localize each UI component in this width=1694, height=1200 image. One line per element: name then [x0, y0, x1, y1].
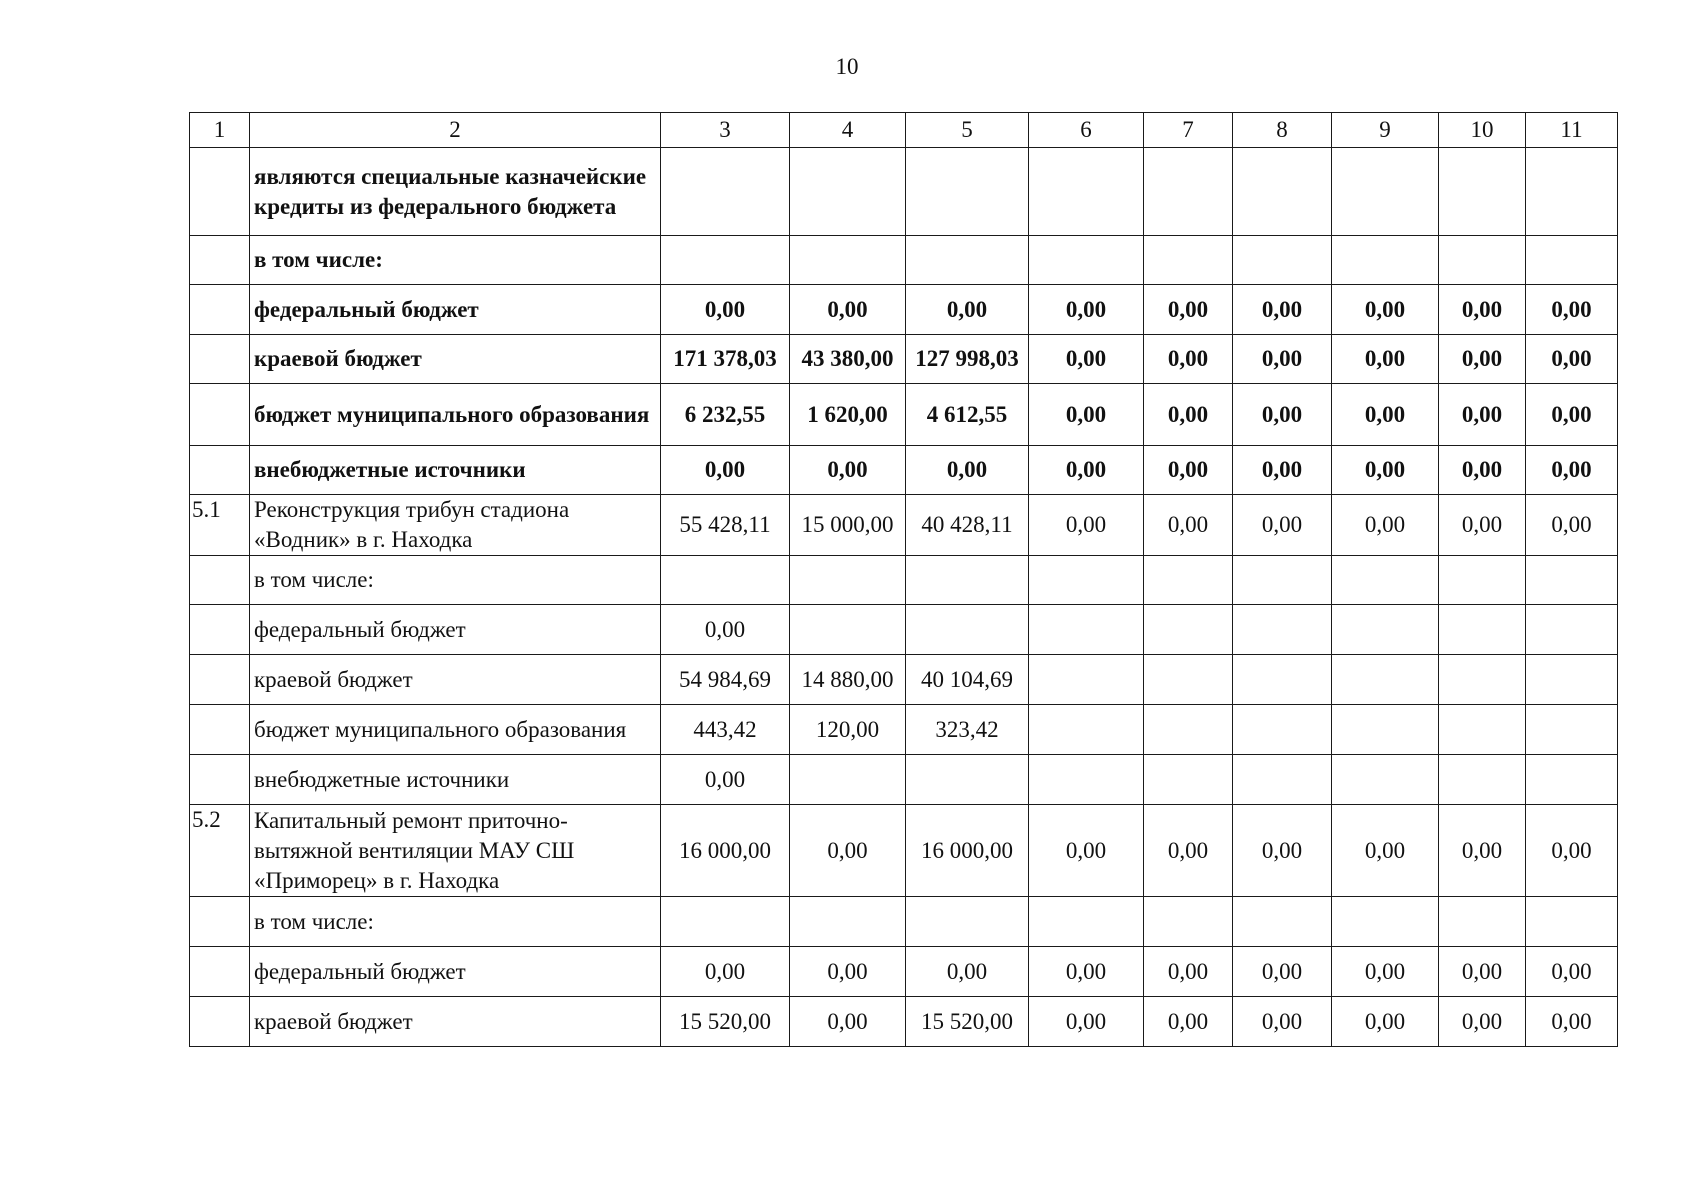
- value-cell-col-3: 54 984,69: [661, 655, 790, 705]
- value-cell-col-7: 0,00: [1144, 947, 1233, 997]
- row-index-cell: [190, 384, 250, 446]
- value-cell-col-8: 0,00: [1233, 805, 1332, 897]
- row-label-cell: являются специальные казначейские кредиты из федерального бюджета: [250, 148, 661, 236]
- value-cell-col-6: [1029, 236, 1144, 285]
- header-cell: 7: [1144, 113, 1233, 148]
- value-cell-col-10: 0,00: [1439, 805, 1526, 897]
- value-cell-col-4: [790, 556, 906, 605]
- value-cell-col-9: [1332, 556, 1439, 605]
- value-cell-col-10: [1439, 556, 1526, 605]
- value-cell-col-3: 171 378,03: [661, 335, 790, 384]
- table-row: [190, 755, 1618, 805]
- row-index-cell: [190, 947, 250, 997]
- row-index-cell: [190, 897, 250, 947]
- value-cell-col-8: 0,00: [1233, 495, 1332, 556]
- value-cell-col-10: [1439, 705, 1526, 755]
- row-index-cell: [190, 556, 250, 605]
- page-number: 10: [835, 54, 859, 79]
- value-cell-col-6: [1029, 556, 1144, 605]
- header-cell: 6: [1029, 113, 1144, 148]
- value-cell-col-3: 0,00: [661, 605, 790, 655]
- value-cell-col-8: [1233, 755, 1332, 805]
- table-row: [190, 556, 1618, 605]
- value-cell-col-4: [790, 605, 906, 655]
- header-row: [190, 113, 1618, 148]
- value-cell-col-9: [1332, 755, 1439, 805]
- value-cell-col-4: 1 620,00: [790, 384, 906, 446]
- row-label-cell: в том числе:: [250, 556, 661, 605]
- value-cell-col-7: [1144, 897, 1233, 947]
- value-cell-col-11: [1526, 655, 1618, 705]
- value-cell-col-7: [1144, 236, 1233, 285]
- value-cell-col-11: 0,00: [1526, 805, 1618, 897]
- value-cell-col-8: [1233, 148, 1332, 236]
- value-cell-col-11: [1526, 556, 1618, 605]
- value-cell-col-4: 0,00: [790, 285, 906, 335]
- row-index-cell: [190, 997, 250, 1047]
- value-cell-col-3: 443,42: [661, 705, 790, 755]
- row-label-cell: в том числе:: [250, 236, 661, 285]
- row-label-cell: бюджет муниципального образования: [250, 705, 661, 755]
- value-cell-col-7: 0,00: [1144, 805, 1233, 897]
- row-label-cell: краевой бюджет: [250, 655, 661, 705]
- table-body: [190, 113, 1618, 1047]
- row-label-cell: бюджет муниципального образования: [250, 384, 661, 446]
- value-cell-col-4: [790, 897, 906, 947]
- value-cell-col-10: 0,00: [1439, 384, 1526, 446]
- row-index-cell: [190, 705, 250, 755]
- value-cell-col-4: 0,00: [790, 997, 906, 1047]
- value-cell-col-6: 0,00: [1029, 285, 1144, 335]
- header-cell: 1: [190, 113, 250, 148]
- value-cell-col-8: 0,00: [1233, 335, 1332, 384]
- value-cell-col-6: 0,00: [1029, 495, 1144, 556]
- value-cell-col-7: [1144, 655, 1233, 705]
- value-cell-col-8: [1233, 605, 1332, 655]
- value-cell-col-11: 0,00: [1526, 997, 1618, 1047]
- header-cell: 11: [1526, 113, 1618, 148]
- value-cell-col-6: [1029, 705, 1144, 755]
- value-cell-col-4: 14 880,00: [790, 655, 906, 705]
- value-cell-col-7: 0,00: [1144, 384, 1233, 446]
- row-label-cell: федеральный бюджет: [250, 285, 661, 335]
- value-cell-col-11: [1526, 897, 1618, 947]
- value-cell-col-4: 15 000,00: [790, 495, 906, 556]
- row-label-cell: внебюджетные источники: [250, 446, 661, 495]
- value-cell-col-4: [790, 236, 906, 285]
- row-index-cell: [190, 655, 250, 705]
- value-cell-col-9: [1332, 605, 1439, 655]
- row-label-cell: Капитальный ремонт приточно-вытяжной вентиляции МАУ СШ «Приморец» в г. Находка: [250, 805, 661, 897]
- value-cell-col-4: 0,00: [790, 947, 906, 997]
- value-cell-col-3: 55 428,11: [661, 495, 790, 556]
- header-cell: 5: [906, 113, 1029, 148]
- row-label-cell: федеральный бюджет: [250, 605, 661, 655]
- row-index-cell: [190, 236, 250, 285]
- header-cell: 3: [661, 113, 790, 148]
- value-cell-col-11: 0,00: [1526, 384, 1618, 446]
- value-cell-col-6: 0,00: [1029, 805, 1144, 897]
- value-cell-col-7: [1144, 705, 1233, 755]
- row-label-cell: краевой бюджет: [250, 997, 661, 1047]
- header-cell: 2: [250, 113, 661, 148]
- value-cell-col-11: [1526, 148, 1618, 236]
- value-cell-col-4: 120,00: [790, 705, 906, 755]
- value-cell-col-11: 0,00: [1526, 446, 1618, 495]
- value-cell-col-6: [1029, 655, 1144, 705]
- value-cell-col-5: [906, 556, 1029, 605]
- value-cell-col-9: [1332, 897, 1439, 947]
- value-cell-col-8: 0,00: [1233, 446, 1332, 495]
- value-cell-col-6: 0,00: [1029, 947, 1144, 997]
- value-cell-col-4: [790, 755, 906, 805]
- value-cell-col-5: [906, 148, 1029, 236]
- value-cell-col-8: [1233, 236, 1332, 285]
- value-cell-col-8: 0,00: [1233, 947, 1332, 997]
- value-cell-col-5: 4 612,55: [906, 384, 1029, 446]
- value-cell-col-10: [1439, 655, 1526, 705]
- table-row: [190, 997, 1618, 1047]
- header-cell: 10: [1439, 113, 1526, 148]
- value-cell-col-9: [1332, 705, 1439, 755]
- row-index-cell: [190, 335, 250, 384]
- row-index-cell: 5.1: [190, 495, 250, 556]
- table-row: [190, 605, 1618, 655]
- value-cell-col-10: 0,00: [1439, 495, 1526, 556]
- value-cell-col-11: 0,00: [1526, 495, 1618, 556]
- value-cell-col-5: 0,00: [906, 285, 1029, 335]
- row-label-cell: краевой бюджет: [250, 335, 661, 384]
- value-cell-col-7: [1144, 605, 1233, 655]
- value-cell-col-9: [1332, 148, 1439, 236]
- value-cell-col-7: 0,00: [1144, 997, 1233, 1047]
- value-cell-col-6: 0,00: [1029, 446, 1144, 495]
- table-row: [190, 495, 1618, 556]
- row-label-cell: внебюджетные источники: [250, 755, 661, 805]
- value-cell-col-9: 0,00: [1332, 335, 1439, 384]
- value-cell-col-10: 0,00: [1439, 947, 1526, 997]
- value-cell-col-11: [1526, 605, 1618, 655]
- value-cell-col-8: [1233, 705, 1332, 755]
- value-cell-col-8: [1233, 655, 1332, 705]
- budget-table-wrapper: [189, 112, 1618, 1047]
- value-cell-col-5: 40 428,11: [906, 495, 1029, 556]
- row-label-cell: в том числе:: [250, 897, 661, 947]
- value-cell-col-6: [1029, 148, 1144, 236]
- table-row: [190, 148, 1618, 236]
- table-row: [190, 285, 1618, 335]
- value-cell-col-9: 0,00: [1332, 446, 1439, 495]
- table-row: [190, 236, 1618, 285]
- value-cell-col-8: 0,00: [1233, 997, 1332, 1047]
- row-index-cell: [190, 605, 250, 655]
- row-index-cell: [190, 148, 250, 236]
- value-cell-col-8: [1233, 897, 1332, 947]
- value-cell-col-11: [1526, 755, 1618, 805]
- row-index-cell: [190, 446, 250, 495]
- value-cell-col-3: 16 000,00: [661, 805, 790, 897]
- value-cell-col-7: [1144, 755, 1233, 805]
- value-cell-col-3: 0,00: [661, 285, 790, 335]
- value-cell-col-5: [906, 605, 1029, 655]
- value-cell-col-5: 0,00: [906, 446, 1029, 495]
- value-cell-col-3: 0,00: [661, 947, 790, 997]
- value-cell-col-9: 0,00: [1332, 384, 1439, 446]
- value-cell-col-11: 0,00: [1526, 285, 1618, 335]
- value-cell-col-3: [661, 556, 790, 605]
- value-cell-col-5: [906, 236, 1029, 285]
- value-cell-col-6: 0,00: [1029, 335, 1144, 384]
- value-cell-col-4: 0,00: [790, 446, 906, 495]
- value-cell-col-11: 0,00: [1526, 947, 1618, 997]
- table-row: [190, 384, 1618, 446]
- value-cell-col-3: 0,00: [661, 755, 790, 805]
- value-cell-col-7: 0,00: [1144, 335, 1233, 384]
- value-cell-col-10: [1439, 148, 1526, 236]
- value-cell-col-10: [1439, 236, 1526, 285]
- row-index-cell: 5.2: [190, 805, 250, 897]
- value-cell-col-5: 40 104,69: [906, 655, 1029, 705]
- value-cell-col-5: 15 520,00: [906, 997, 1029, 1047]
- value-cell-col-9: [1332, 655, 1439, 705]
- row-label-cell: федеральный бюджет: [250, 947, 661, 997]
- table-row: [190, 805, 1618, 897]
- value-cell-col-10: 0,00: [1439, 997, 1526, 1047]
- table-row: [190, 705, 1618, 755]
- value-cell-col-10: 0,00: [1439, 285, 1526, 335]
- value-cell-col-4: 43 380,00: [790, 335, 906, 384]
- value-cell-col-7: 0,00: [1144, 285, 1233, 335]
- value-cell-col-9: [1332, 236, 1439, 285]
- value-cell-col-10: 0,00: [1439, 446, 1526, 495]
- value-cell-col-5: 0,00: [906, 947, 1029, 997]
- value-cell-col-3: 0,00: [661, 446, 790, 495]
- table-row: [190, 655, 1618, 705]
- value-cell-col-5: 127 998,03: [906, 335, 1029, 384]
- value-cell-col-10: [1439, 605, 1526, 655]
- value-cell-col-3: [661, 148, 790, 236]
- value-cell-col-9: 0,00: [1332, 285, 1439, 335]
- value-cell-col-8: 0,00: [1233, 384, 1332, 446]
- value-cell-col-5: [906, 897, 1029, 947]
- row-label-cell: Реконструкция трибун стадиона «Водник» в г. Находка: [250, 495, 661, 556]
- value-cell-col-4: 0,00: [790, 805, 906, 897]
- value-cell-col-6: [1029, 897, 1144, 947]
- value-cell-col-6: 0,00: [1029, 384, 1144, 446]
- value-cell-col-7: [1144, 148, 1233, 236]
- row-index-cell: [190, 285, 250, 335]
- value-cell-col-3: 15 520,00: [661, 997, 790, 1047]
- value-cell-col-5: 323,42: [906, 705, 1029, 755]
- value-cell-col-9: 0,00: [1332, 495, 1439, 556]
- value-cell-col-11: 0,00: [1526, 335, 1618, 384]
- value-cell-col-5: 16 000,00: [906, 805, 1029, 897]
- value-cell-col-11: [1526, 236, 1618, 285]
- value-cell-col-6: [1029, 605, 1144, 655]
- value-cell-col-3: [661, 897, 790, 947]
- row-index-cell: [190, 755, 250, 805]
- value-cell-col-9: 0,00: [1332, 805, 1439, 897]
- header-cell: 4: [790, 113, 906, 148]
- value-cell-col-10: 0,00: [1439, 335, 1526, 384]
- value-cell-col-7: 0,00: [1144, 446, 1233, 495]
- header-cell: 9: [1332, 113, 1439, 148]
- value-cell-col-6: 0,00: [1029, 997, 1144, 1047]
- value-cell-col-8: 0,00: [1233, 285, 1332, 335]
- value-cell-col-7: [1144, 556, 1233, 605]
- value-cell-col-5: [906, 755, 1029, 805]
- budget-table: [189, 112, 1618, 1047]
- table-row: [190, 947, 1618, 997]
- value-cell-col-10: [1439, 755, 1526, 805]
- table-row: [190, 897, 1618, 947]
- value-cell-col-6: [1029, 755, 1144, 805]
- value-cell-col-3: [661, 236, 790, 285]
- value-cell-col-9: 0,00: [1332, 997, 1439, 1047]
- value-cell-col-7: 0,00: [1144, 495, 1233, 556]
- value-cell-col-11: [1526, 705, 1618, 755]
- table-row: [190, 335, 1618, 384]
- header-cell: 8: [1233, 113, 1332, 148]
- value-cell-col-4: [790, 148, 906, 236]
- table-row: [190, 446, 1618, 495]
- value-cell-col-8: [1233, 556, 1332, 605]
- value-cell-col-9: 0,00: [1332, 947, 1439, 997]
- value-cell-col-10: [1439, 897, 1526, 947]
- value-cell-col-3: 6 232,55: [661, 384, 790, 446]
